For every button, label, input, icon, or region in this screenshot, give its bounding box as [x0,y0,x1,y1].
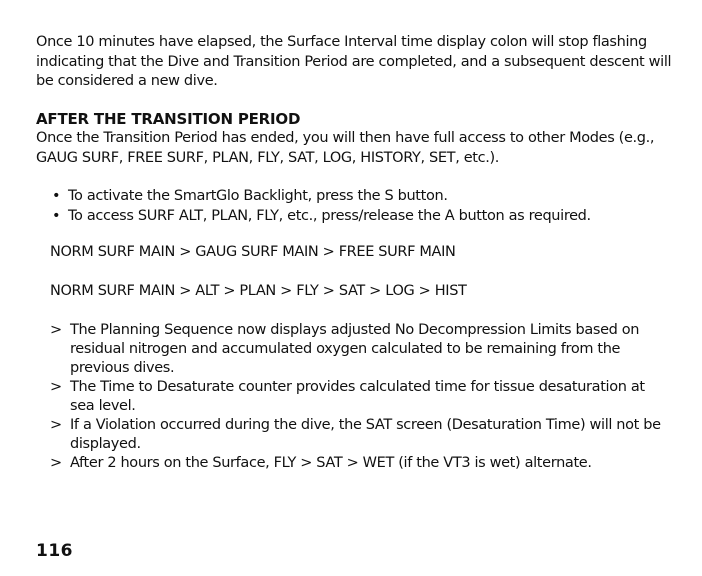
notes-list [50,321,662,473]
instruction-text: To activate the SmartGlo Backlight, press the S button. [68,188,448,204]
note-item-planning [50,321,662,378]
intro-paragraph: Once 10 minutes have elapsed, the Surface Interval time display colon will stop flashing indicating that the Dive and Transition Period are completed, and a subsequent descent will be considered a new dive. [36,34,672,89]
bullet-icon: • [52,208,61,224]
instruction-item-backlight [52,186,672,206]
instruction-list [52,186,672,226]
instruction-item-access-modes [52,206,672,226]
note-text: The Planning Sequence now displays adjusted No Decompression Limits based on residual nitrogen and accumulated oxygen calculated to be remaining from the previous dives. [70,322,640,376]
instruction-text: To access SURF ALT, PLAN, FLY, etc., press/release the A button as required. [68,208,591,224]
note-text: The Time to Desaturate counter provides calculated time for tissue desaturation at sea level. [70,379,645,414]
arrow-marker-icon: > [50,379,62,395]
section-heading: AFTER THE TRANSITION PERIOD [36,110,301,128]
section-paragraph: Once the Transition Period has ended, you will then have full access to other Modes (e.g., GAUG SURF, FREE SURF, PLAN, FLY, SAT, LOG, HISTORY, SET, etc.). [36,130,655,166]
arrow-marker-icon: > [50,455,62,471]
mode-sequence-alt: NORM SURF MAIN > ALT > PLAN > FLY > SAT > LOG > HIST [50,283,467,299]
arrow-marker-icon: > [50,417,62,433]
note-item-violation [50,416,662,454]
bullet-icon: • [52,188,61,204]
arrow-marker-icon: > [50,322,62,338]
mode-sequence-surf: NORM SURF MAIN > GAUG SURF MAIN > FREE SURF MAIN [50,244,456,260]
note-text: After 2 hours on the Surface, FLY > SAT > WET (if the VT3 is wet) alternate. [70,455,592,471]
page-number: 116 [36,541,73,561]
note-text: If a Violation occurred during the dive, the SAT screen (Desaturation Time) will not be displayed. [70,417,661,452]
note-item-desaturate [50,378,662,416]
note-item-fly-sat [50,454,662,473]
